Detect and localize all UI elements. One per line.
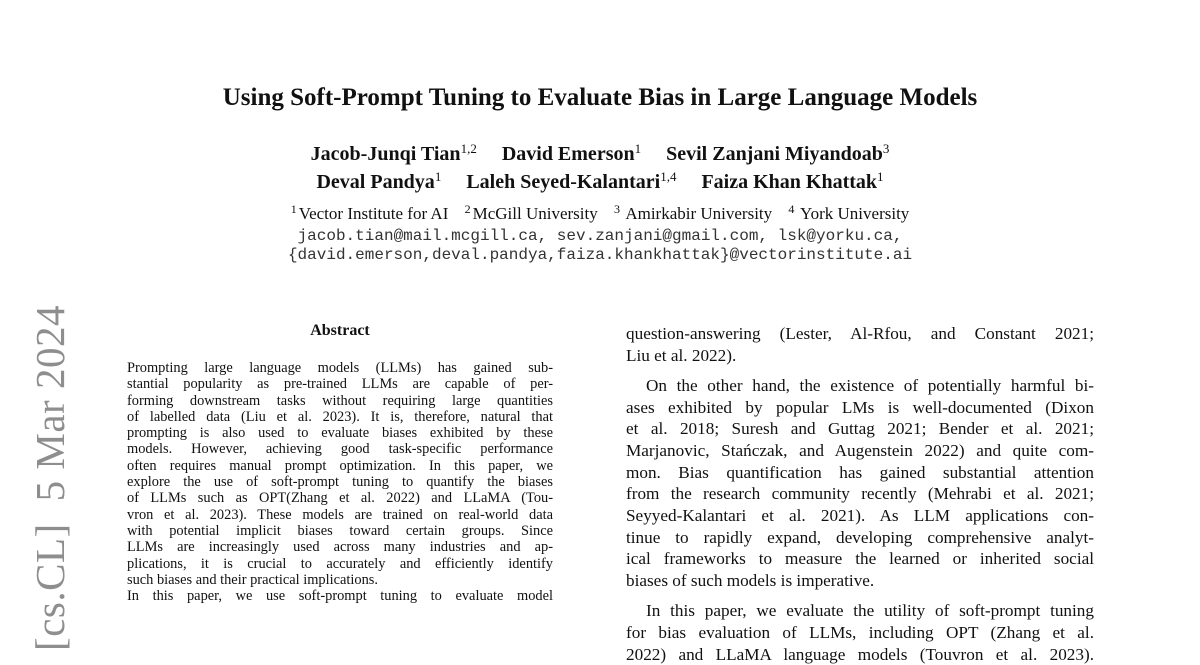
abstract-line: explore the use of soft-prompt tuning to quantify the biases	[127, 474, 553, 491]
abstract-line: vron et al. 2023). These models are trained on real-world data	[127, 506, 553, 523]
abstract-line: stantial popularity as pre-trained LLMs are capable of per-	[127, 376, 553, 393]
email-line-2[interactable]: {david.emerson,deval.pandya,faiza.khankhattak}@vectorinstitute.ai	[287, 246, 913, 264]
affiliation-name: Amirkabir University	[625, 204, 773, 223]
body-line: from the research community recently (Mehrabi et al. 2021;	[626, 484, 1094, 504]
abstract-line: In this paper, we use soft-prompt tuning to evaluate model	[127, 588, 553, 605]
abstract-heading: Abstract	[310, 322, 370, 339]
author-name: Laleh Seyed-Kalantari	[466, 171, 661, 193]
abstract-line: prompting is also used to evaluate biases exhibited by these	[127, 425, 553, 442]
abstract-line: such biases and their practical implications.	[127, 571, 378, 588]
abstract-line: often requires manual prompt optimization. In this paper, we	[127, 457, 553, 474]
affiliation-number: 1	[290, 202, 297, 216]
email-line-1[interactable]: jacob.tian@mail.mcgill.ca, sev.zanjani@gmail.com, lsk@yorku.ca,	[297, 227, 903, 245]
author-affiliation-mark: 1,2	[460, 141, 477, 156]
abstract-line: models. However, achieving good task-specific performance	[127, 441, 553, 458]
abstract-line: LLMs are increasingly used across many industries and ap-	[127, 539, 553, 556]
arxiv-category: [cs.CL]	[27, 523, 73, 651]
body-line: Marjanovic, Stańczak, and Augenstein 2022) and quite com-	[626, 440, 1094, 460]
body-line: Seyyed-Kalantari et al. 2021). As LLM applications con-	[626, 506, 1094, 525]
affiliation-number: 3	[614, 202, 620, 216]
author-affiliation-mark: 1,4	[660, 169, 677, 184]
author-row-1	[0, 141, 1200, 166]
body-line: biases of such models is imperative.	[626, 571, 875, 591]
author-affiliation-mark: 3	[882, 141, 890, 156]
body-line: ases exhibited by popular LMs is well-documented (Dixon	[626, 397, 1094, 417]
author	[316, 169, 441, 194]
author	[502, 141, 641, 166]
body-line: for bias evaluation of LLMs, including OPT (Zhang et al.	[626, 622, 1094, 642]
author-name: Jacob-Junqi Tian	[310, 143, 461, 165]
author	[311, 141, 477, 166]
affiliation-name: Vector Institute for AI	[298, 204, 449, 223]
affiliation	[614, 202, 772, 224]
body-line: On the other hand, the existence of potentially harmful bi-	[646, 375, 1094, 395]
author-name: David Emerson	[501, 143, 635, 165]
paper-title: Using Soft-Prompt Tuning to Evaluate Bias in Large Language Models	[222, 84, 978, 111]
abstract-line: plications, it is crucial to accurately and efficiently identify	[127, 555, 553, 572]
affiliations	[0, 202, 1200, 224]
affiliation	[291, 202, 449, 224]
abstract-line: with potential implicit biases toward certain groups. Since	[127, 522, 553, 539]
affiliation	[465, 202, 598, 224]
body-line: et al. 2018; Suresh and Guttag 2021; Bender et al. 2021;	[626, 419, 1094, 439]
author-name: Faiza Khan Khattak	[701, 171, 878, 193]
author-affiliation-mark: 1	[877, 169, 884, 184]
author-name: Sevil Zanjani Miyandoab	[666, 143, 883, 165]
abstract-line: of LLMs such as OPT(Zhang et al. 2022) and LLaMA (Tou-	[127, 490, 553, 507]
author-name: Deval Pandya	[316, 171, 435, 193]
affiliation-number: 2	[464, 202, 471, 216]
body-line: tinue to rapidly expand, developing comprehensive analyt-	[626, 527, 1094, 547]
author-row-2	[0, 169, 1200, 194]
body-line: mon. Bias quantification has gained substantial attention	[626, 462, 1094, 482]
affiliation-number: 4	[788, 202, 795, 216]
body-line: In this paper, we evaluate the utility of soft-prompt tuning	[646, 601, 1094, 621]
abstract-body	[127, 360, 553, 604]
arxiv-date: 5 Mar 2024	[27, 305, 73, 502]
author	[466, 169, 676, 194]
paragraph-break	[626, 592, 1094, 601]
author	[701, 169, 883, 194]
body-line: 2022) and LLaMA language models (Touvron et al. 2023).	[626, 644, 1094, 664]
affiliation-name: McGill University	[472, 204, 598, 223]
arxiv-identifier-stamp	[26, 305, 74, 651]
abstract-line: forming downstream tasks without requiring large quantities	[127, 392, 553, 409]
right-column-body	[626, 323, 1094, 665]
abstract-line: of labelled data (Liu et al. 2023). It is, therefore, natural that	[127, 408, 553, 425]
author-affiliation-mark: 1	[434, 169, 442, 184]
affiliation-name: York University	[800, 204, 910, 223]
author-affiliation-mark: 1	[634, 141, 642, 156]
abstract-line: Prompting large language models (LLMs) has gained sub-	[127, 360, 553, 376]
affiliation	[788, 202, 909, 224]
body-line: Liu et al. 2022).	[626, 345, 737, 365]
body-line: question-answering (Lester, Al-Rfou, and Constant 2021;	[626, 324, 1094, 343]
author	[666, 141, 889, 166]
body-line: ical frameworks to measure the learned or inherited social	[626, 549, 1094, 569]
paragraph-break	[626, 366, 1094, 375]
